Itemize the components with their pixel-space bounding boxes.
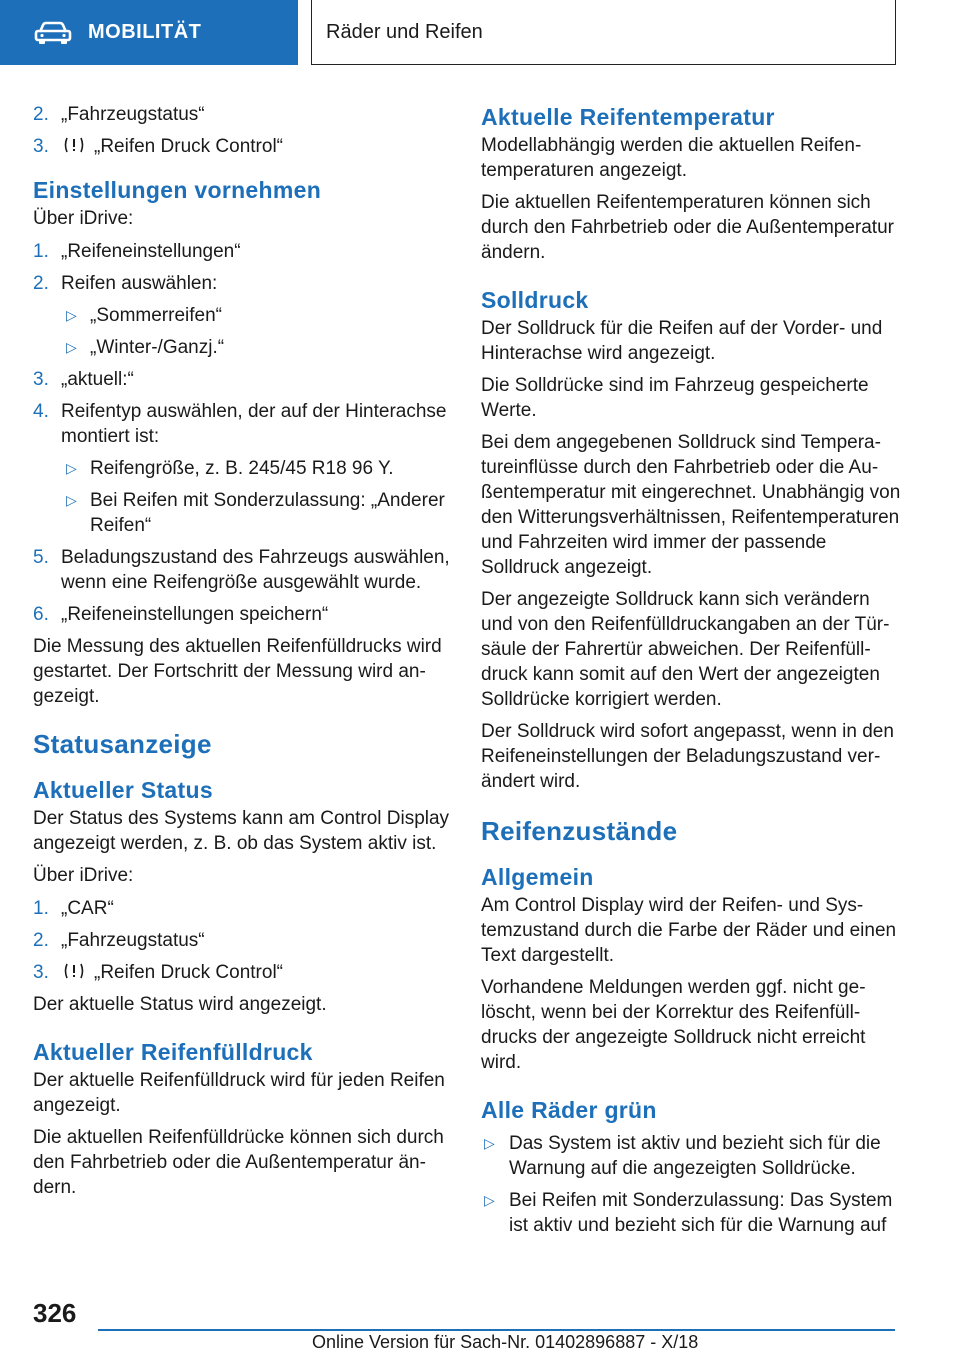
list-item [33, 134, 453, 159]
chapter-title-box [311, 0, 896, 65]
left-column [33, 102, 453, 1207]
list-text: „Fahrzeugstatus“ [61, 104, 205, 125]
sub-list-text: Reifengröße, z. B. 245/45 R18 96 Y. [90, 458, 394, 479]
list-text: „Reifen Druck Control“ [94, 136, 283, 157]
paragraph: Der Solldruck wird sofort angepasst, wenn in den Reifeneinstellungen der Beladungszustand verändert wird. [481, 721, 894, 792]
list-item [33, 928, 453, 953]
list-number: 3. [33, 136, 49, 157]
intro-text: Über iDrive: [33, 208, 134, 229]
tire-pressure-warning-icon [63, 962, 85, 980]
paragraph: Der Solldruck für die Reifen auf der Vorder- und Hinterachse wird angezeigt. [481, 318, 883, 364]
sub-list-text: „Sommerreifen“ [90, 305, 222, 326]
heading-aktuelle-reifentemperatur: Aktuelle Reifentemperatur [481, 104, 775, 130]
bullet-text: Bei Reifen mit Sonderzulassung: Das System ist aktiv und bezieht sich für die Warnung auf [509, 1190, 893, 1236]
paragraph: Die aktuellen Reifenfülldrücke können sich durch den Fahrbetrieb oder die Außentemperatur ändern. [33, 1127, 444, 1198]
list-text: „CAR“ [61, 898, 114, 919]
list-item [33, 545, 453, 595]
list-number: 4. [33, 401, 49, 422]
list-item [33, 960, 453, 985]
sub-list-item [61, 456, 453, 481]
bullet-text: Das System ist aktiv und bezieht sich für die Warnung auf die angezeigten Solldrücke. [509, 1133, 881, 1179]
triangle-bullet-icon: ▷ [66, 307, 77, 323]
bullet-item [481, 1131, 901, 1181]
triangle-bullet-icon: ▷ [66, 460, 77, 476]
list-number: 1. [33, 898, 49, 919]
list-text: Beladungszustand des Fahrzeugs auswählen, wenn eine Reifengröße ausgewählt wurde. [61, 547, 450, 593]
list-number: 6. [33, 604, 49, 625]
list-text: „Fahrzeugstatus“ [61, 930, 205, 951]
paragraph: Vorhandene Meldungen werden ggf. nicht gelöscht, wenn bei der Korrektur des Reifenfülldrucks der angezeigte Solldruck nicht erreicht wird. [481, 977, 866, 1073]
heading-aktueller-reifenfuelldruck: Aktueller Reifenfülldruck [33, 1039, 313, 1065]
list-number: 3. [33, 369, 49, 390]
list-text: „aktuell:“ [61, 369, 134, 390]
heading-einstellungen: Einstellungen vornehmen [33, 177, 322, 203]
sub-list-text: „Winter-/Ganzj.“ [90, 337, 225, 358]
paragraph: Der angezeigte Solldruck kann sich verändern und von den Reifenfülldruckangaben an der Türsäule der Fahrertür abweichen. Der Reifenfülldruck kann somit auf den Wert der angezeigten Solldrücke korrigiert werden. [481, 589, 890, 710]
chapter-title: Räder und Reifen [326, 20, 483, 43]
triangle-bullet-icon: ▷ [66, 339, 77, 355]
list-number: 2. [33, 273, 49, 294]
list-number: 2. [33, 930, 49, 951]
list-text: Reifen auswählen: [61, 273, 218, 294]
heading-aktueller-status: Aktueller Status [33, 777, 213, 803]
triangle-bullet-icon: ▷ [484, 1192, 495, 1208]
list-item [33, 239, 453, 264]
list-number: 5. [33, 547, 49, 568]
heading-reifenzustaende: Reifenzustände [481, 816, 678, 846]
tire-pressure-warning-icon [63, 136, 85, 154]
list-text: „Reifeneinstellungen speichern“ [61, 604, 329, 625]
list-number: 2. [33, 104, 49, 125]
paragraph: Bei dem angegebenen Solldruck sind Temperatureinflüsse durch den Fahrbetrieb oder die Außentemperatur mit eingerechnet. Unabhängig von den Witterungsverhältnissen, Reifentemperaturen und Fahrzeiten wird immer der passende Solldruck angezeigt. [481, 432, 901, 578]
paragraph: Die Solldrücke sind im Fahrzeug gespeicherte Werte. [481, 375, 869, 421]
triangle-bullet-icon: ▷ [484, 1135, 495, 1151]
footer-online-version: Online Version für Sach-Nr. 01402896887 - X/18 [312, 1332, 699, 1352]
list-number: 1. [33, 241, 49, 262]
list-item [33, 896, 453, 921]
list-item [33, 367, 453, 392]
sub-list-item [61, 488, 453, 538]
paragraph: Der aktuelle Status wird angezeigt. [33, 994, 327, 1015]
heading-alle-raeder-gruen: Alle Räder grün [481, 1097, 657, 1123]
section-tab-label: MOBILITÄT [88, 21, 202, 43]
page-number: 326 [33, 1298, 77, 1328]
footer-divider [98, 1329, 895, 1331]
list-text: „Reifen Druck Control“ [94, 962, 283, 983]
triangle-bullet-icon: ▷ [66, 492, 77, 508]
list-text: Reifentyp auswählen, der auf der Hinterachse montiert ist: [61, 401, 447, 447]
intro-text: Über iDrive: [33, 865, 134, 886]
heading-solldruck: Solldruck [481, 287, 589, 313]
list-item [33, 102, 453, 127]
bullet-item [481, 1188, 901, 1238]
paragraph: Der Status des Systems kann am Control Display angezeigt werden, z. B. ob das System aktiv ist. [33, 808, 450, 854]
paragraph: Der aktuelle Reifenfülldruck wird für jeden Reifen angezeigt. [33, 1070, 445, 1116]
paragraph: Am Control Display wird der Reifen- und Systemzustand durch die Farbe der Räder und einen Text dargestellt. [481, 895, 897, 966]
list-item [33, 399, 453, 449]
heading-allgemein: Allgemein [481, 864, 594, 890]
list-text: „Reifeneinstellungen“ [61, 241, 241, 262]
sub-list-text: Bei Reifen mit Sonderzulassung: „Anderer Reifen“ [90, 490, 445, 536]
section-tab [0, 0, 298, 65]
list-item [33, 271, 453, 296]
paragraph: Modellabhängig werden die aktuellen Reifentemperaturen angezeigt. [481, 135, 862, 181]
car-icon [34, 20, 72, 46]
paragraph: Die Messung des aktuellen Reifenfülldrucks wird gestartet. Der Fortschritt der Messung wird angezeigt. [33, 636, 442, 707]
list-number: 3. [33, 962, 49, 983]
list-item [33, 602, 453, 627]
paragraph: Die aktuellen Reifentemperaturen können sich durch den Fahrbetrieb oder die Außentemperatur ändern. [481, 192, 894, 263]
heading-statusanzeige: Statusanzeige [33, 729, 212, 759]
right-column [481, 102, 901, 1245]
sub-list-item [61, 303, 453, 328]
sub-list-item [61, 335, 453, 360]
